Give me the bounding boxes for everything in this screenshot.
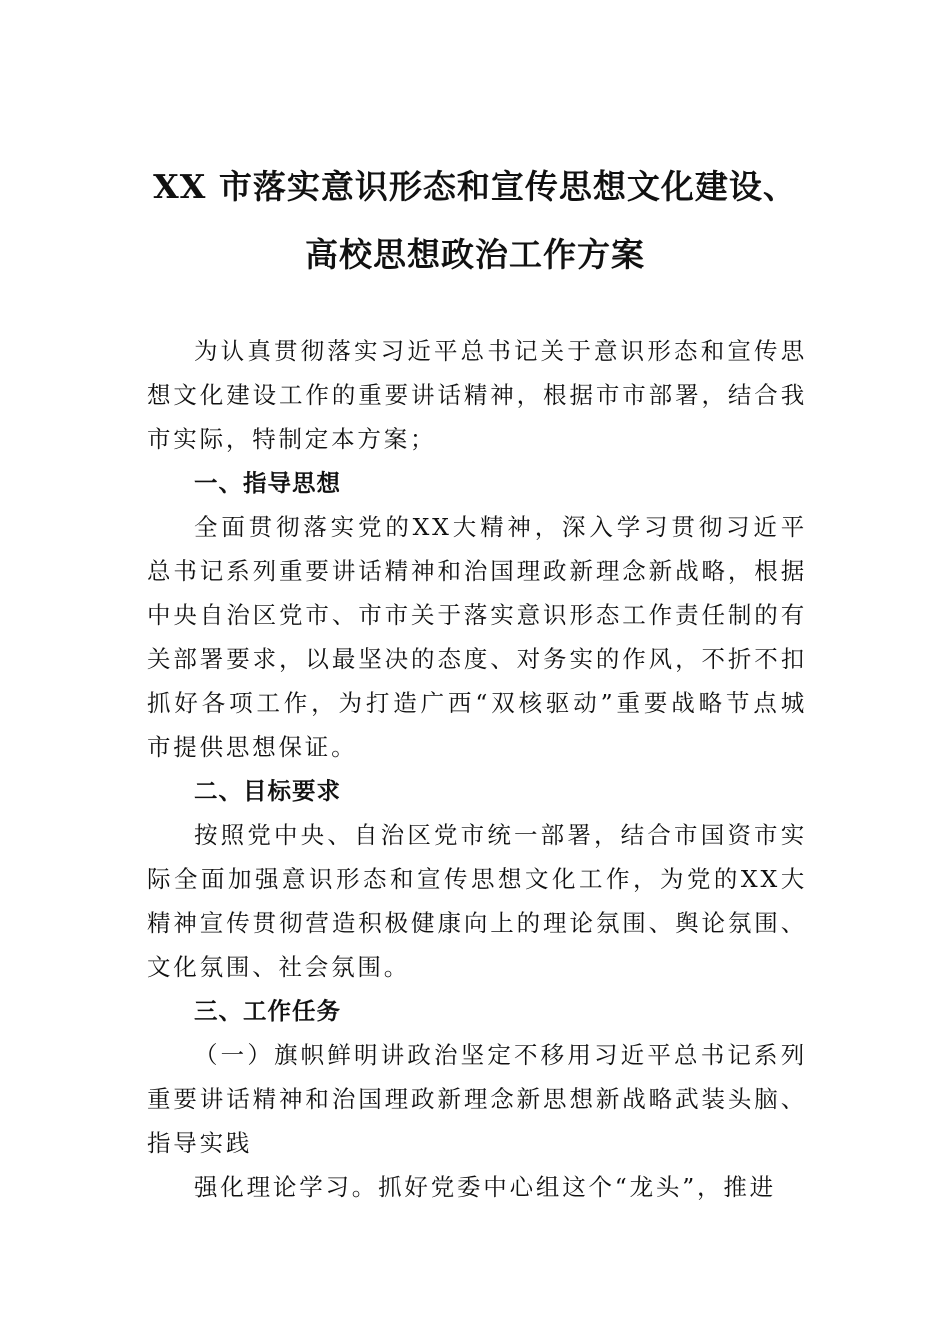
section-paragraph-guiding-ideology: 全面贯彻落实党的XX大精神，深入学习贯彻习近平总书记系列重要讲话精神和治国理政新理念新战略，根据中央自治区党市、市市关于落实意识形态工作责任制的有关部署要求，以最坚决的态度、对务实的作风，不折不扣抓好各项工作，为打造广西“双核驱动”重要战略节点城市提供思想保证。: [147, 513, 807, 761]
document-title-line-1: XX 市落实意识形态和宣传思想文化建设、: [153, 167, 797, 206]
section-paragraph-goals: 按照党中央、自治区党市统一部署，结合市国资市实际全面加强意识形态和宣传思想文化工作，为党的XX大精神宣传贯彻营造积极健康向上的理论氛围、舆论氛围、文化氛围、社会氛围。: [147, 821, 807, 981]
section-subheading-tasks-1: （一）旗帜鲜明讲政治坚定不移用习近平总书记系列重要讲话精神和治国理政新理念新思想新战略武装头脑、指导实践: [147, 1041, 807, 1157]
section-heading-goals: 二、目标要求: [194, 777, 341, 805]
document-title-line-2: 高校思想政治工作方案: [305, 235, 645, 274]
section-paragraph-tasks-1: 强化理论学习。抓好党委中心组这个“龙头”，推进: [194, 1173, 776, 1201]
intro-paragraph: 为认真贯彻落实习近平总书记关于意识形态和宣传思想文化建设工作的重要讲话精神，根据市市部署，结合我市实际，特制定本方案；: [147, 337, 807, 453]
document-body: [147, 329, 807, 1209]
section-heading-guiding-ideology: 一、指导思想: [194, 469, 341, 497]
section-heading-tasks: 三、工作任务: [194, 997, 341, 1025]
